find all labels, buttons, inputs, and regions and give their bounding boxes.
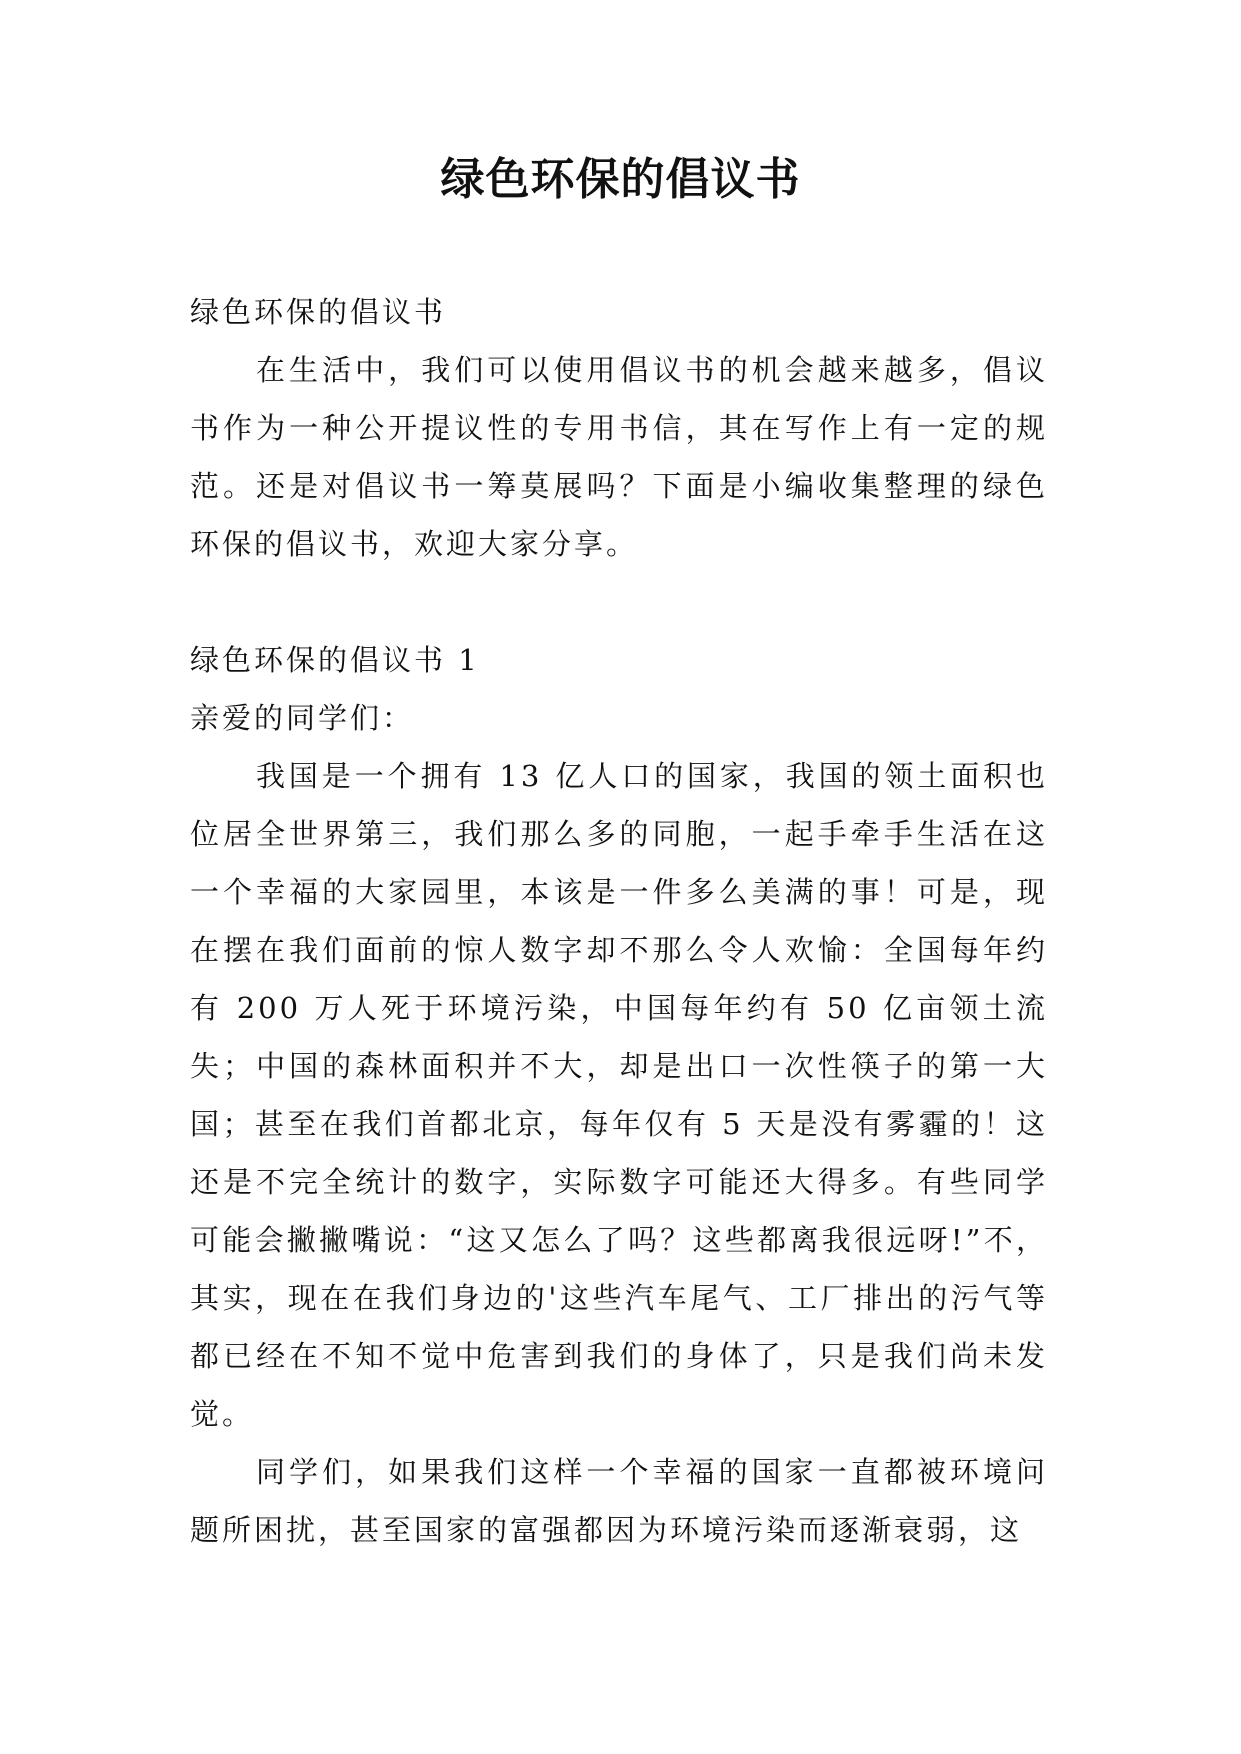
- document-body: [190, 283, 1048, 1559]
- body-paragraph-2: 同学们，如果我们这样一个幸福的国家一直都被环境问题所困扰，甚至国家的富强都因为环境污染而逐渐衰弱，这: [190, 1455, 1048, 1547]
- document-title: 绿色环保的倡议书: [440, 154, 801, 205]
- intro-heading: 绿色环保的倡议书: [190, 295, 447, 329]
- intro-paragraph: 在生活中，我们可以使用倡议书的机会越来越多，倡议书作为一种公开提议性的专用书信，其在写作上有一定的规范。还是对倡议书一筹莫展吗？下面是小编收集整理的绿色环保的倡议书，欢迎大家分享。: [190, 353, 1048, 561]
- section-heading: 绿色环保的倡议书 1: [190, 643, 480, 677]
- paragraph-spacer: [190, 573, 1048, 631]
- salutation: 亲爱的同学们：: [190, 701, 415, 735]
- body-paragraph-1: 我国是一个拥有 13 亿人口的国家，我国的领土面积也位居全世界第三，我们那么多的同胞，一起手牵手生活在这一个幸福的大家园里，本该是一件多么美满的事！可是，现在摆在我们面前的惊人数字却不那么令人欢愉：全国每年约有 200 万人死于环境污染，中国每年约有 50 亿亩领土流失；中国的森林面积并不大，却是出口一次性筷子的第一大国；甚至在我们首都北京，每年仅有 5 天是没有雾霾的！这还是不完全统计的数字，实际数字可能还大得多。有些同学可能会撇撇嘴说：“这又怎么了吗？这些都离我很远呀!”不，其实，现在在我们身边的'这些汽车尾气、工厂排出的污气等都已经在不知不觉中危害到我们的身体了，只是我们尚未发觉。: [190, 759, 1048, 1431]
